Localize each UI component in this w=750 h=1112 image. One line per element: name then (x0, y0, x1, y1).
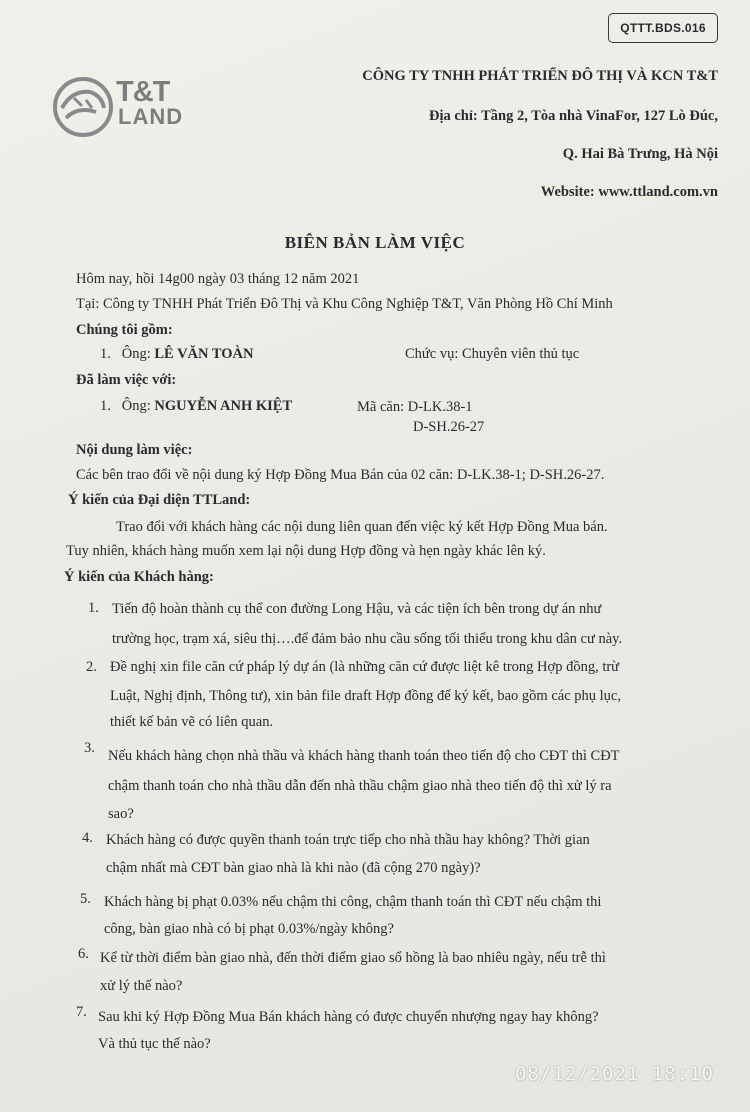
item-1-line-1: Tiến độ hoàn thành cụ thể con đường Long Hậu, và các tiện ích bên trong dự án như (112, 601, 602, 617)
participants-heading: Chúng tôi gồm: (76, 322, 173, 338)
company-address-line1: Địa chỉ: Tầng 2, Tòa nhà VinaFor, 127 Lò Đúc, (429, 108, 718, 124)
customer-name: NGUYỄN ANH KIỆT (154, 398, 293, 414)
item-number: 2. (86, 659, 97, 675)
customer-prefix: Ông: (121, 398, 151, 414)
item-number: 4. (82, 830, 93, 846)
item-5-line-1: Khách hàng bị phạt 0.03% nếu chậm thi công, chậm thanh toán thì CĐT nếu chậm thi (104, 894, 602, 910)
item-4-line-2: chậm nhất mà CĐT bàn giao nhà là khi nào (đã cộng 270 ngày)? (106, 860, 481, 876)
item-2-line-2: Luật, Nghị định, Thông tư), xin bản file draft Hợp đồng để ký kết, bao gồm các phụ lục, (110, 688, 621, 704)
worked-with-heading: Đã làm việc với: (76, 372, 177, 388)
item-number: 5. (80, 891, 91, 907)
date-line: Hôm nay, hồi 14g00 ngày 03 tháng 12 năm 2021 (76, 271, 360, 287)
item-number: 7. (76, 1004, 87, 1020)
item-7-line-2: Và thủ tục thế nào? (98, 1036, 211, 1052)
item-6-line-1: Kể từ thời điểm bàn giao nhà, đến thời điểm giao sổ hồng là bao nhiêu ngày, nếu trễ thì (100, 950, 606, 966)
ttland-opinion-line2: Tuy nhiên, khách hàng muốn xem lại nội dung Hợp đồng và hẹn ngày khác lên ký. (66, 543, 546, 559)
item-6-line-2: xử lý thế nào? (100, 978, 183, 994)
photo-timestamp: 08/12/2021 18:10 (514, 1063, 714, 1085)
item-4-line-1: Khách hàng có được quyền thanh toán trực tiếp cho nhà thầu hay không? Thời gian (106, 832, 590, 848)
company-logo (52, 76, 202, 138)
document-code-box: QTTT.BDS.016 (608, 13, 718, 43)
content-text: Các bên trao đổi về nội dung ký Hợp Đồng Mua Bán của 02 căn: D-LK.38-1; D-SH.26-27. (76, 467, 605, 483)
participant-name: LÊ VĂN TOÀN (154, 346, 254, 362)
company-address-line2: Q. Hai Bà Trưng, Hà Nội (562, 146, 718, 162)
item-number: 1. (88, 600, 99, 616)
item-1-line-2: trường học, trạm xá, siêu thị….để đảm bảo nhu cầu sống tối thiểu trong khu dân cư này. (112, 631, 623, 647)
ttland-opinion-heading: Ý kiến của Đại diện TTLand: (68, 492, 251, 508)
participant-num: 1. (100, 346, 111, 362)
item-3-line-3: sao? (108, 806, 134, 822)
document-title: BIÊN BẢN LÀM VIỆC (284, 233, 466, 252)
participant-row (100, 346, 254, 363)
company-name: CÔNG TY TNHH PHÁT TRIỂN ĐÔ THỊ VÀ KCN T&T (362, 68, 718, 84)
logo-text-tt: T&T (116, 76, 170, 108)
item-3-line-1: Nếu khách hàng chọn nhà thầu và khách hàng thanh toán theo tiến độ cho CĐT thì CĐT (108, 748, 620, 764)
item-2-line-3: thiết kế bản vẽ có liên quan. (110, 714, 274, 730)
item-number: 3. (84, 740, 95, 756)
unit-code-1: Mã căn: D-LK.38-1 (357, 399, 473, 415)
content-heading: Nội dung làm việc: (76, 442, 193, 458)
tiger-emblem-icon (52, 76, 114, 138)
item-3-line-2: chậm thanh toán cho nhà thầu dẫn đến nhà thầu chậm giao nhà theo tiến độ thì xử lý ra (108, 778, 612, 794)
ttland-opinion-line1: Trao đổi với khách hàng các nội dung liên quan đến việc ký kết Hợp Đồng Mua bán. (116, 519, 608, 535)
participant-role: Chức vụ: Chuyên viên thủ tục (405, 346, 580, 362)
participant-prefix: Ông: (121, 346, 151, 362)
item-number: 6. (78, 946, 89, 962)
place-line: Tại: Công ty TNHH Phát Triển Đô Thị và Khu Công Nghiệp T&T, Văn Phòng Hồ Chí Minh (76, 296, 613, 312)
item-2-line-1: Đề nghị xin file căn cứ pháp lý dự án (là những căn cứ được liệt kê trong Hợp đồng, trừ (110, 659, 620, 675)
customer-row (100, 398, 292, 415)
item-5-line-2: công, bàn giao nhà có bị phạt 0.03%/ngày không? (104, 921, 394, 937)
item-7-line-1: Sau khi ký Hợp Đồng Mua Bán khách hàng có được chuyển nhượng ngay hay không? (98, 1009, 599, 1025)
customer-num: 1. (100, 398, 111, 414)
customer-opinion-heading: Ý kiến của Khách hàng: (64, 569, 214, 585)
logo-text-land: LAND (118, 104, 184, 129)
company-website: Website: www.ttland.com.vn (540, 184, 718, 200)
unit-code-2: D-SH.26-27 (413, 419, 485, 435)
